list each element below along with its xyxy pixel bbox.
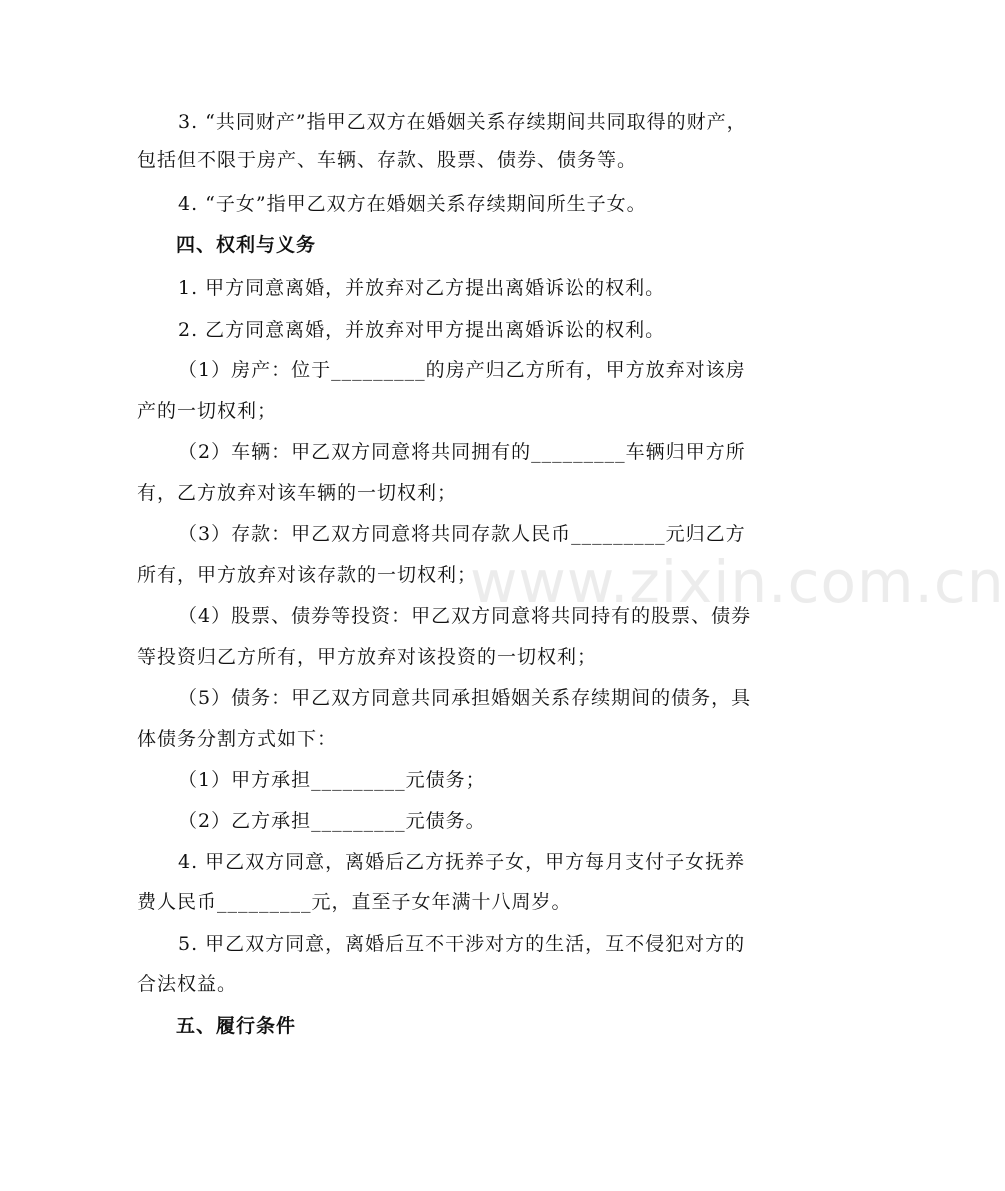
non-interference-line-1: 5. 甲乙双方同意，离婚后互不干涉对方的生活，互不侵犯对方的 (178, 933, 746, 955)
watermark: www.zixin.com.cn (470, 548, 1005, 616)
child-support-line-2: 费人民币_________元，直至子女年满十八周岁。 (137, 891, 572, 913)
debt-party-b: （2）乙方承担_________元债务。 (178, 810, 486, 832)
property-clause-line-2: 产的一切权利； (137, 400, 278, 422)
section-heading-rights: 四、权利与义务 (176, 234, 317, 256)
investment-clause-line-2: 等投资归乙方所有，甲方放弃对该投资的一切权利； (137, 646, 598, 668)
section-heading-performance: 五、履行条件 (176, 1015, 297, 1037)
debt-clause-line-1: （5）债务：甲乙双方同意共同承担婚姻关系存续期间的债务，具 (178, 687, 752, 709)
debt-party-a: （1）甲方承担_________元债务； (178, 769, 486, 791)
property-clause-line-1: （1）房产：位于_________的房产归乙方所有，甲方放弃对该房 (178, 359, 746, 381)
right-item-2: 2. 乙方同意离婚，并放弃对甲方提出离婚诉讼的权利。 (178, 319, 666, 341)
deposit-clause-line-1: （3）存款：甲乙双方同意将共同存款人民币_________元归乙方 (178, 523, 746, 545)
vehicle-clause-line-2: 有，乙方放弃对该车辆的一切权利； (137, 482, 458, 504)
investment-clause-line-1: （4）股票、债券等投资：甲乙双方同意将共同持有的股票、债券 (178, 605, 752, 627)
definition-3-line-1: 3. “共同财产”指甲乙双方在婚姻关系存续期间共同取得的财产， (178, 111, 747, 133)
non-interference-line-2: 合法权益。 (137, 973, 238, 995)
child-support-line-1: 4. 甲乙双方同意，离婚后乙方抚养子女，甲方每月支付子女抚养 (178, 851, 746, 873)
debt-clause-line-2: 体债务分割方式如下： (137, 728, 338, 750)
vehicle-clause-line-1: （2）车辆：甲乙双方同意将共同拥有的_________车辆归甲方所 (178, 441, 746, 463)
definition-4: 4. “子女”指甲乙双方在婚姻关系存续期间所生子女。 (178, 193, 647, 215)
right-item-1: 1. 甲方同意离婚，并放弃对乙方提出离婚诉讼的权利。 (178, 277, 666, 299)
deposit-clause-line-2: 所有，甲方放弃对该存款的一切权利； (137, 564, 478, 586)
definition-3-line-2: 包括但不限于房产、车辆、存款、股票、债券、债务等。 (137, 149, 638, 171)
